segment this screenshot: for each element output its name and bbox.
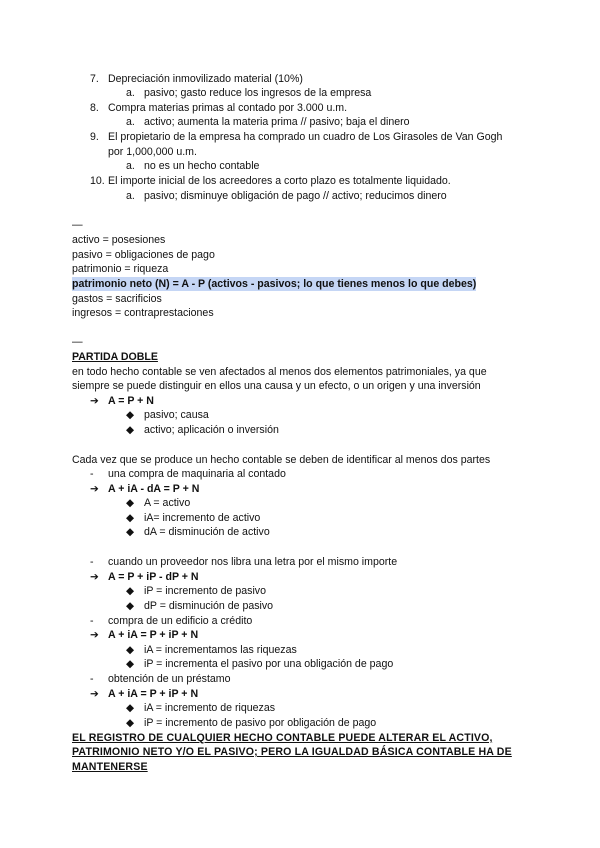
sub-item-text: no es un hecho contable [144, 160, 260, 172]
bullet-text: iA = incrementamos las riquezas [144, 644, 297, 656]
sub-item-text: pasivo; disminuye obligación de pago // activo; reducimos dinero [144, 190, 447, 202]
sub-letter: a. [126, 190, 135, 202]
formula: A + iA = P + iP + N [108, 688, 199, 700]
sub-letter: a. [126, 116, 135, 128]
diamond-bullet-icon: ◆ [126, 658, 135, 670]
sub-letter: a. [126, 87, 135, 99]
arrow-icon: ➔ [90, 483, 99, 495]
case-title: compra de un edificio a crédito [108, 615, 253, 627]
bullet-text: iP = incremento de pasivo por obligación de pago [144, 717, 377, 729]
arrow-icon: ➔ [90, 688, 99, 700]
paragraph-line: en todo hecho contable se ven afectados al menos dos elementos patrimoniales, ya que [72, 366, 487, 378]
bullet-text: iA= incremento de activo [144, 512, 261, 524]
bullet-text: iP = incremento de pasivo [144, 585, 266, 597]
conclusion-line: MANTENERSE [72, 761, 148, 773]
definition-pasivo: pasivo = obligaciones de pago [72, 249, 215, 261]
list-item-text: Compra materias primas al contado por 3.000 u.m. [108, 102, 348, 114]
arrow-icon: ➔ [90, 571, 99, 583]
definition-ingresos: ingresos = contraprestaciones [72, 307, 214, 319]
case-title: una compra de maquinaria al contado [108, 468, 286, 480]
conclusion-line: EL REGISTRO DE CUALQUIER HECHO CONTABLE PUEDE ALTERAR EL ACTIVO, [72, 732, 493, 744]
definition-patrimonio: patrimonio = riqueza [72, 263, 169, 275]
diamond-bullet-icon: ◆ [126, 424, 135, 436]
dash-bullet: - [90, 556, 94, 568]
sub-letter: a. [126, 160, 135, 172]
list-number: 9. [90, 131, 99, 143]
arrow-icon: ➔ [90, 395, 99, 407]
list-item-text: El importe inicial de los acreedores a corto plazo es totalmente liquidado. [108, 175, 451, 187]
bullet-text: iA = incremento de riquezas [144, 702, 276, 714]
sub-item-text: activo; aumenta la materia prima // pasivo; baja el dinero [144, 116, 410, 128]
sub-item-text: pasivo; gasto reduce los ingresos de la empresa [144, 87, 372, 99]
section-title: PARTIDA DOBLE [72, 351, 158, 363]
separator: — [72, 336, 83, 348]
dash-bullet: - [90, 673, 94, 685]
dash-bullet: - [90, 468, 94, 480]
formula: A = P + N [108, 395, 154, 407]
bullet-text: dA = disminución de activo [144, 526, 270, 538]
list-item-text: Depreciación inmovilizado material (10%) [108, 73, 303, 85]
paragraph-line: Cada vez que se produce un hecho contable se deben de identificar al menos dos partes [72, 454, 491, 466]
diamond-bullet-icon: ◆ [126, 702, 135, 714]
diamond-bullet-icon: ◆ [126, 585, 135, 597]
case-title: obtención de un préstamo [108, 673, 231, 685]
arrow-icon: ➔ [90, 629, 99, 641]
diamond-bullet-icon: ◆ [126, 644, 135, 656]
list-number: 7. [90, 73, 99, 85]
formula: A = P + iP - dP + N [108, 571, 199, 583]
paragraph-line: siempre se puede distinguir en ellos una causa y un efecto, o un origen y una inversión [72, 380, 481, 392]
diamond-bullet-icon: ◆ [126, 409, 135, 421]
diamond-bullet-icon: ◆ [126, 497, 135, 509]
diamond-bullet-icon: ◆ [126, 717, 135, 729]
bullet-text: activo; aplicación o inversión [144, 424, 279, 436]
formula: A + iA - dA = P + N [108, 483, 200, 495]
list-item-text: El propietario de la empresa ha comprado un cuadro de Los Girasoles de Van Gogh [108, 131, 503, 143]
diamond-bullet-icon: ◆ [126, 600, 135, 612]
conclusion-line: PATRIMONIO NETO Y/O EL PASIVO; PERO LA IGUALDAD BÁSICA CONTABLE HA DE [72, 746, 512, 758]
list-number: 8. [90, 102, 99, 114]
definition-activo: activo = posesiones [72, 234, 166, 246]
definition-gastos: gastos = sacrificios [72, 293, 162, 305]
formula: A + iA = P + iP + N [108, 629, 199, 641]
list-item-text-continued: por 1,000,000 u.m. [108, 146, 197, 158]
diamond-bullet-icon: ◆ [126, 526, 135, 538]
bullet-text: pasivo; causa [144, 409, 209, 421]
dash-bullet: - [90, 615, 94, 627]
separator: — [72, 219, 83, 231]
diamond-bullet-icon: ◆ [126, 512, 135, 524]
list-number: 10. [90, 175, 105, 187]
bullet-text: dP = disminución de pasivo [144, 600, 274, 612]
definition-patrimonio-neto: patrimonio neto (N) = A - P (activos - pasivos; lo que tienes menos lo que debes) [72, 278, 477, 290]
bullet-text: iP = incrementa el pasivo por una obligación de pago [144, 658, 394, 670]
case-title: cuando un proveedor nos libra una letra por el mismo importe [108, 556, 398, 568]
bullet-text: A = activo [144, 497, 191, 509]
